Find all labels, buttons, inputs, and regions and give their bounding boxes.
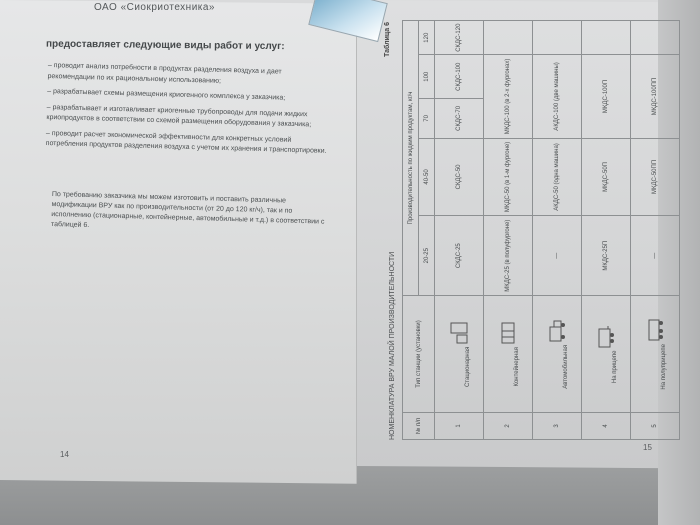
capacity-col: 70: [419, 99, 435, 138]
cell: МКДС-25 (в полуфургоне): [484, 216, 533, 296]
cell: АКДС-100 (две машины): [533, 55, 582, 138]
table-caption: Таблица 6: [384, 21, 391, 57]
cell: СКДС-25: [435, 216, 484, 296]
cell: МКДС-25П: [582, 216, 631, 296]
cell: [533, 21, 582, 55]
row-type: Автомобильная: [533, 296, 582, 413]
table-row: [484, 21, 533, 440]
service-item: – проводит расчет экономической эффективности для конкретных условий потребления продуктов разделения воздуха с учетом их хранения и транспортировки.: [45, 129, 327, 155]
cell: АКДС-50 (одна машина): [533, 138, 582, 216]
capacity-col: 100: [419, 55, 435, 99]
capacity-col: 40-50: [419, 138, 435, 216]
col-header-type: Тип станции (установки): [403, 296, 435, 413]
cell: [484, 21, 533, 55]
service-item: – проводит анализ потребности в продуктах разделения воздуха и дает рекомендации по их рациональному использованию;: [47, 61, 282, 85]
page-number-left: 14: [60, 450, 69, 459]
service-item: – разрабатывает и изготавливает криогенные трубопроводы для подачи жидких криопродуктов в соответствии со схемой размещения оборудования у заказчика;: [46, 103, 312, 129]
truck-icon: [545, 319, 567, 343]
semi-trailer-icon: [643, 318, 665, 342]
cell: МКДС-100ПП: [631, 55, 680, 138]
table-row: [582, 21, 631, 440]
table-row: [533, 21, 582, 440]
services-heading: предоставляет следующие виды работ и услуг:: [45, 38, 285, 53]
capacity-col: 120: [419, 21, 435, 55]
row-num: 4: [582, 413, 631, 440]
row-num: 5: [631, 413, 680, 440]
cell: СКДС-70: [435, 99, 484, 138]
cell: СКДС-120: [435, 21, 484, 55]
cell: [631, 21, 680, 55]
cell: МКДС-50 (в 1-м фургоне): [484, 138, 533, 216]
cell: —: [533, 216, 582, 296]
cell: [582, 21, 631, 55]
col-header-num: № п/п: [403, 413, 435, 440]
table-row: [631, 21, 680, 440]
service-item: – разрабатывает схемы размещения криогенного комплекса у заказчика;: [47, 87, 286, 102]
row-type: На прицепе: [582, 296, 631, 413]
col-header-capacity: Производительность по жидким продуктам, кг/ч: [403, 21, 419, 296]
cell: СКДС-50: [435, 138, 484, 216]
stationary-plant-icon: [447, 321, 469, 345]
cell: —: [631, 216, 680, 296]
services-list: [45, 61, 330, 162]
cell: СКДС-100: [435, 55, 484, 99]
requirement-paragraph: По требованию заказчика мы можем изготовить и поставить различные модификации ВРУ как по производительности (от 20 до 120 кг/ч), так и по исполнению (стационарные, контейнерные, автомобильные и т.д.) в соответствии с таблицей 6.: [50, 190, 325, 230]
table-header-row: [403, 21, 419, 440]
table-title: НОМЕНКЛАТУРА ВРУ МАЛОЙ ПРОИЗВОДИТЕЛЬНОСТИ: [389, 251, 396, 440]
cell: МКДС-100 (в 2-х фургонах): [484, 55, 533, 138]
company-name: ОАО «Сиокриотехника»: [94, 2, 215, 13]
row-num: 3: [533, 413, 582, 440]
nomenclature-table-block: [384, 20, 667, 440]
row-num: 2: [484, 413, 533, 440]
cell: МКДС-50П: [582, 138, 631, 216]
cell: МКДС-100П: [582, 55, 631, 138]
container-icon: [496, 321, 518, 345]
nomenclature-table: [402, 20, 680, 440]
cell: МКДС-50ПП: [631, 138, 680, 216]
table-row: [435, 21, 484, 440]
page-number-right: 15: [643, 443, 652, 452]
row-type: Стационарная: [435, 296, 484, 413]
capacity-col: 20-25: [419, 216, 435, 296]
row-num: 1: [435, 413, 484, 440]
trailer-icon: [594, 325, 616, 349]
row-type: На полуприцепе: [631, 296, 680, 413]
row-type: Контейнерная: [484, 296, 533, 413]
